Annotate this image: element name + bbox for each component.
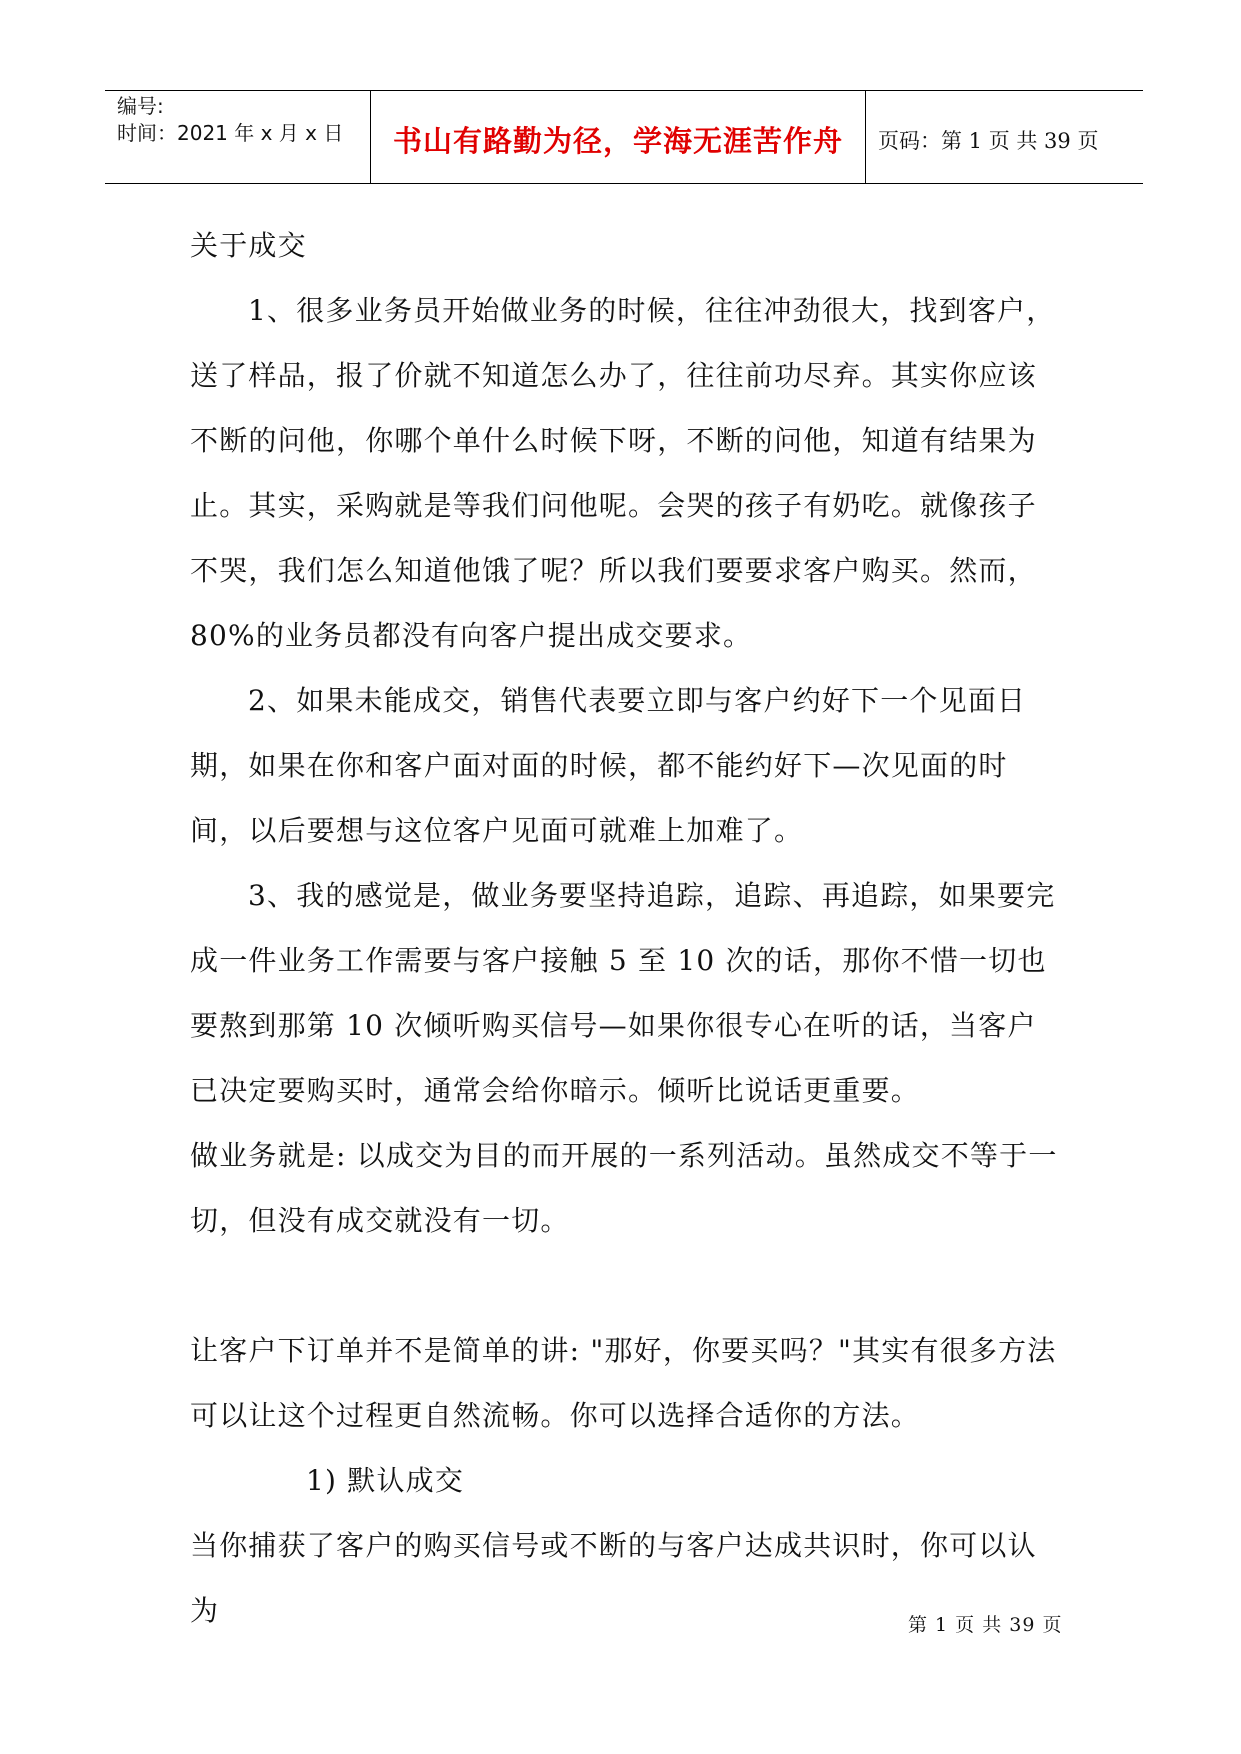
paragraph-4: 做业务就是: 以成交为目的而开展的一系列活动。虽然成交不等于一切，但没有成交就没有一切。: [190, 1139, 1058, 1237]
blank-line: [190, 1253, 1060, 1318]
header-page-cell: [866, 91, 1143, 183]
list-item-default-close: 1) 默认成交: [306, 1464, 465, 1497]
doc-number-label: 编号:: [117, 94, 164, 118]
paragraph-1: 1、很多业务员开始做业务的时候，往往冲劲很大，找到客户，送了样品，报了价就不知道怎么办了，往往前功尽弃。其实你应该不断的问他，你哪个单什么时候下呀，不断的问他，知道有结果为止。其实，采购就是等我们问他呢。会哭的孩子有奶吃。就像孩子不哭，我们怎么知道他饿了呢？所以我们要要求客户购买。然而，80%的业务员都没有向客户提出成交要求。: [190, 294, 1056, 652]
paragraph-3: 3、我的感觉是，做业务要坚持追踪，追踪、再追踪，如果要完成一件业务工作需要与客户接触 5 至 10 次的话，那你不惜一切也要熬到那第 10 次倾听购买信号—如果你很专心在听的话，当客户已决定要购买时，通常会给你暗示。倾听比说话更重要。: [190, 879, 1056, 1107]
doc-time-label: 时间：2021 年 x 月 x 日: [117, 121, 344, 145]
paragraph-5: 让客户下订单并不是简单的讲: "那好，你要买吗？"其实有很多方法可以让这个过程更自然流畅。你可以选择合适你的方法。: [190, 1334, 1057, 1432]
header-page-number: 页码：第 1 页 共 39 页: [878, 129, 1099, 153]
header-motto-cell: [371, 91, 866, 183]
page-header: [105, 90, 1143, 184]
paragraph-6: 当你捕获了客户的购买信号或不断的与客户达成共识时，你可以认为: [190, 1529, 1037, 1627]
document-body: [190, 213, 1063, 1643]
page-footer: 第 1 页 共 39 页: [908, 1614, 1063, 1636]
header-motto: 书山有路勤为径，学海无涯苦作舟: [392, 124, 843, 158]
paragraph-2: 2、如果未能成交，销售代表要立即与客户约好下一个见面日期，如果在你和客户面对面的时候，都不能约好下—次见面的时间，以后要想与这位客户见面可就难上加难了。: [190, 684, 1027, 847]
header-meta-cell: [105, 91, 371, 183]
section-title: 关于成交: [190, 229, 307, 262]
